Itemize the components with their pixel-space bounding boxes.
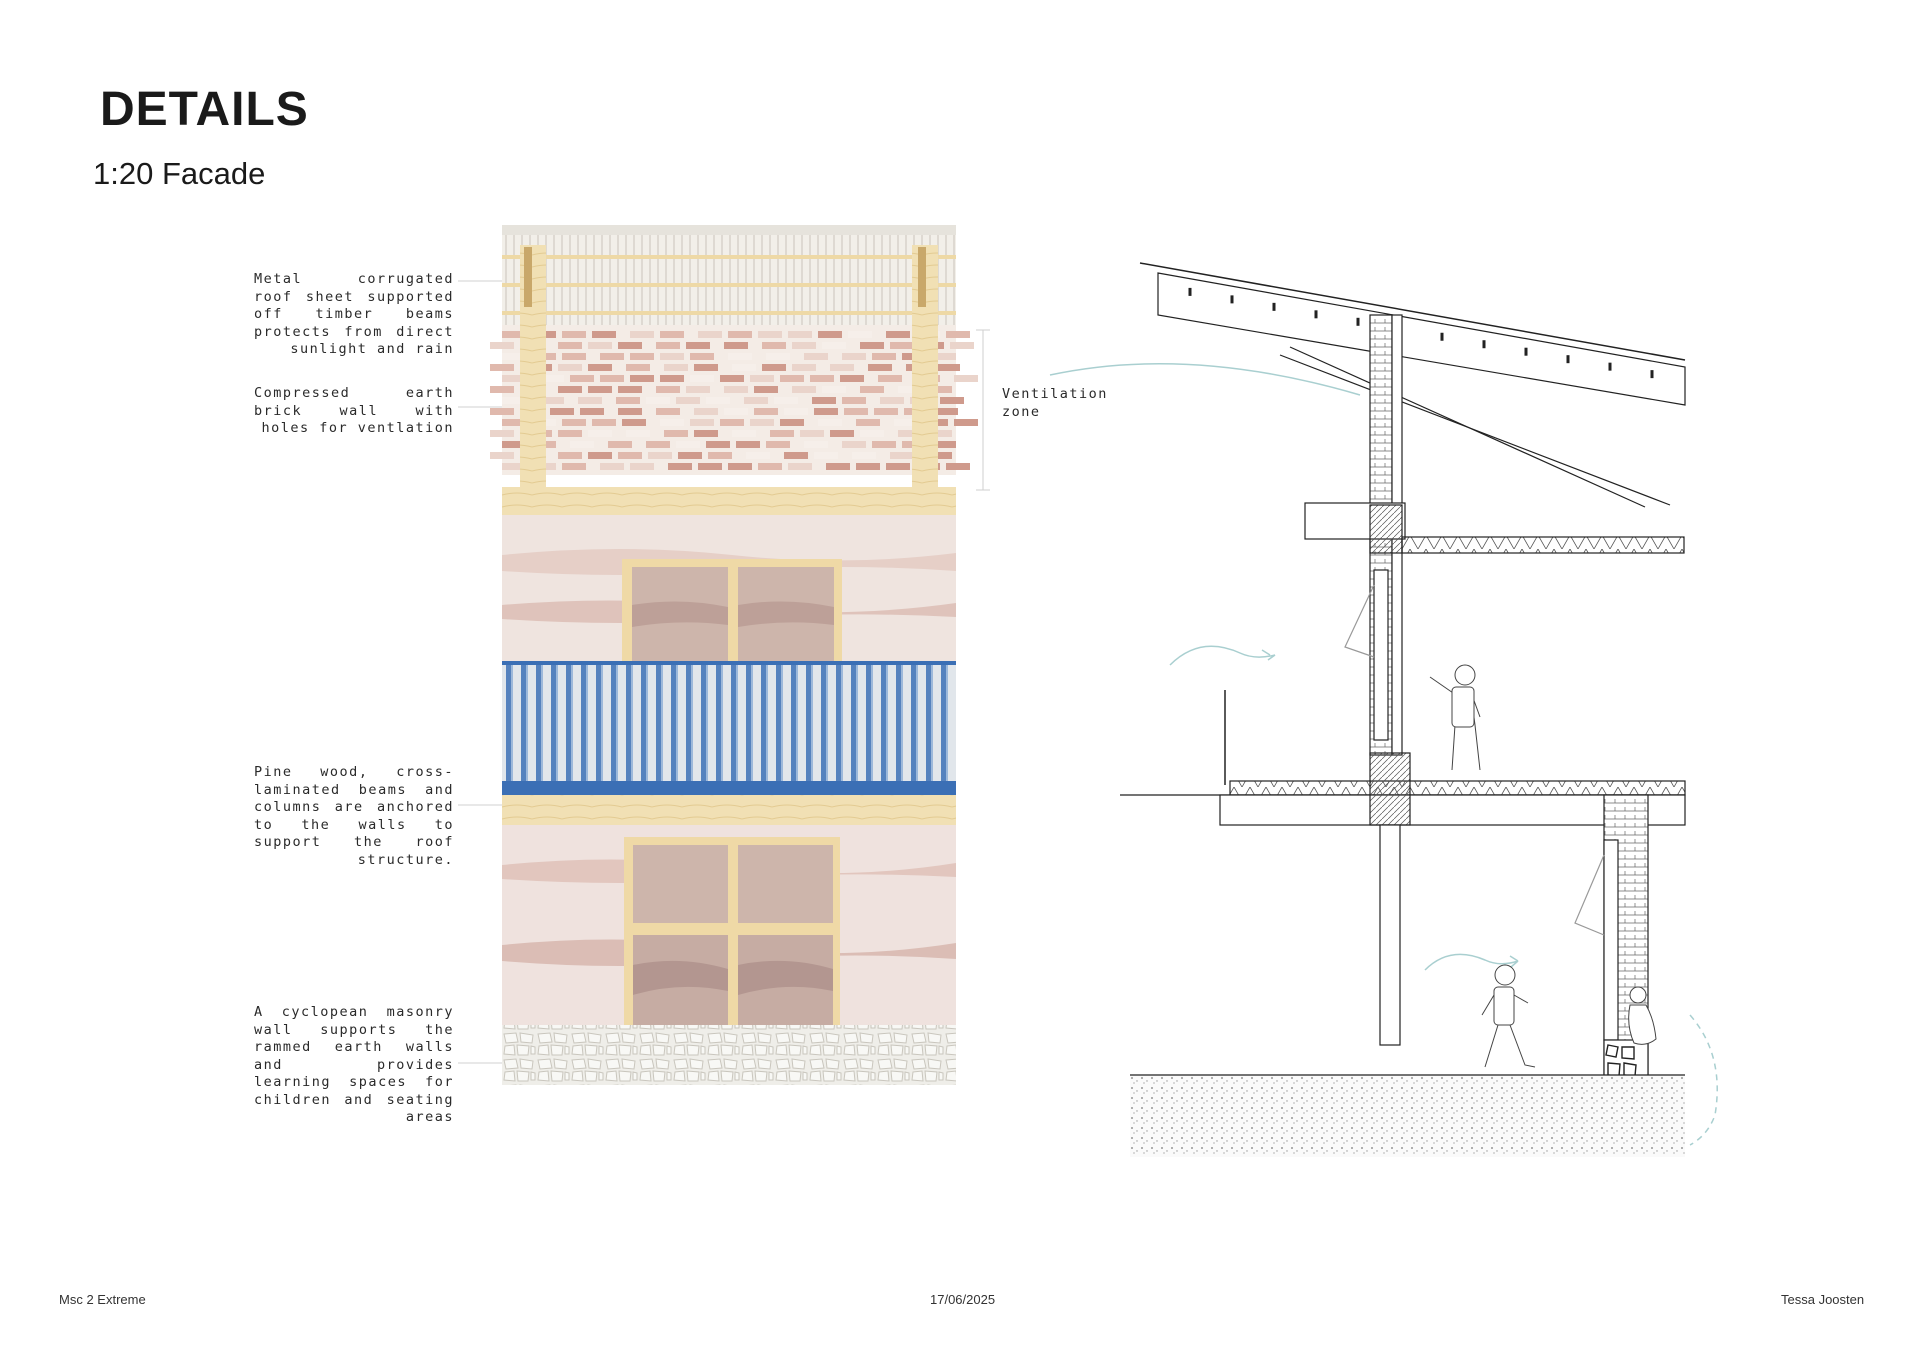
footer-course: Msc 2 Extreme: [59, 1292, 146, 1307]
cyclopean-masonry: [502, 1025, 956, 1085]
floor-slab: [1120, 753, 1685, 825]
child-figure-icon: [1430, 665, 1480, 770]
window-section-lower: [1604, 840, 1618, 1040]
timber-beam-lower: [502, 795, 956, 825]
facade-elevation: [502, 225, 956, 1085]
page-subtitle: 1:20 Facade: [93, 156, 266, 191]
corrugated-roof: [502, 225, 956, 325]
ceiling-truss: [1402, 537, 1684, 553]
window-section-upper: [1374, 570, 1388, 740]
earth-brick-wall: [490, 325, 978, 475]
child-figure-icon: [1482, 965, 1535, 1067]
annotation-pine: Pine wood, cross-laminated beams and columns are anchored to the walls to support the roof structure.: [254, 764, 454, 868]
footer-date: 17/06/2025: [930, 1292, 996, 1307]
child-figure-icon: [1629, 987, 1656, 1044]
balcony-railing[interactable]: [502, 661, 956, 795]
roof-section: [1140, 263, 1685, 507]
window-upper: [622, 559, 842, 671]
timber-beam-upper: [502, 487, 956, 515]
annotation-brick: Compressed earth brick wall with holes for ventlation: [254, 385, 454, 436]
annotation-masonry: A cyclopean masonry wall supports the rammed earth walls and provides learning spaces for children and seating areas: [254, 1004, 454, 1125]
footer-author: Tessa Joosten: [1781, 1292, 1865, 1307]
page-title: DETAILS: [100, 83, 309, 136]
ground-gravel: [1130, 1075, 1685, 1157]
section-drawing: [1130, 255, 1690, 1155]
timber-column-section: [1380, 825, 1400, 1045]
annotation-roof: Metal corrugated roof sheet supported off timber beams protects from direct sunlight and rain: [254, 271, 454, 357]
annotation-ventilation: Ventilation zone: [1002, 386, 1108, 420]
